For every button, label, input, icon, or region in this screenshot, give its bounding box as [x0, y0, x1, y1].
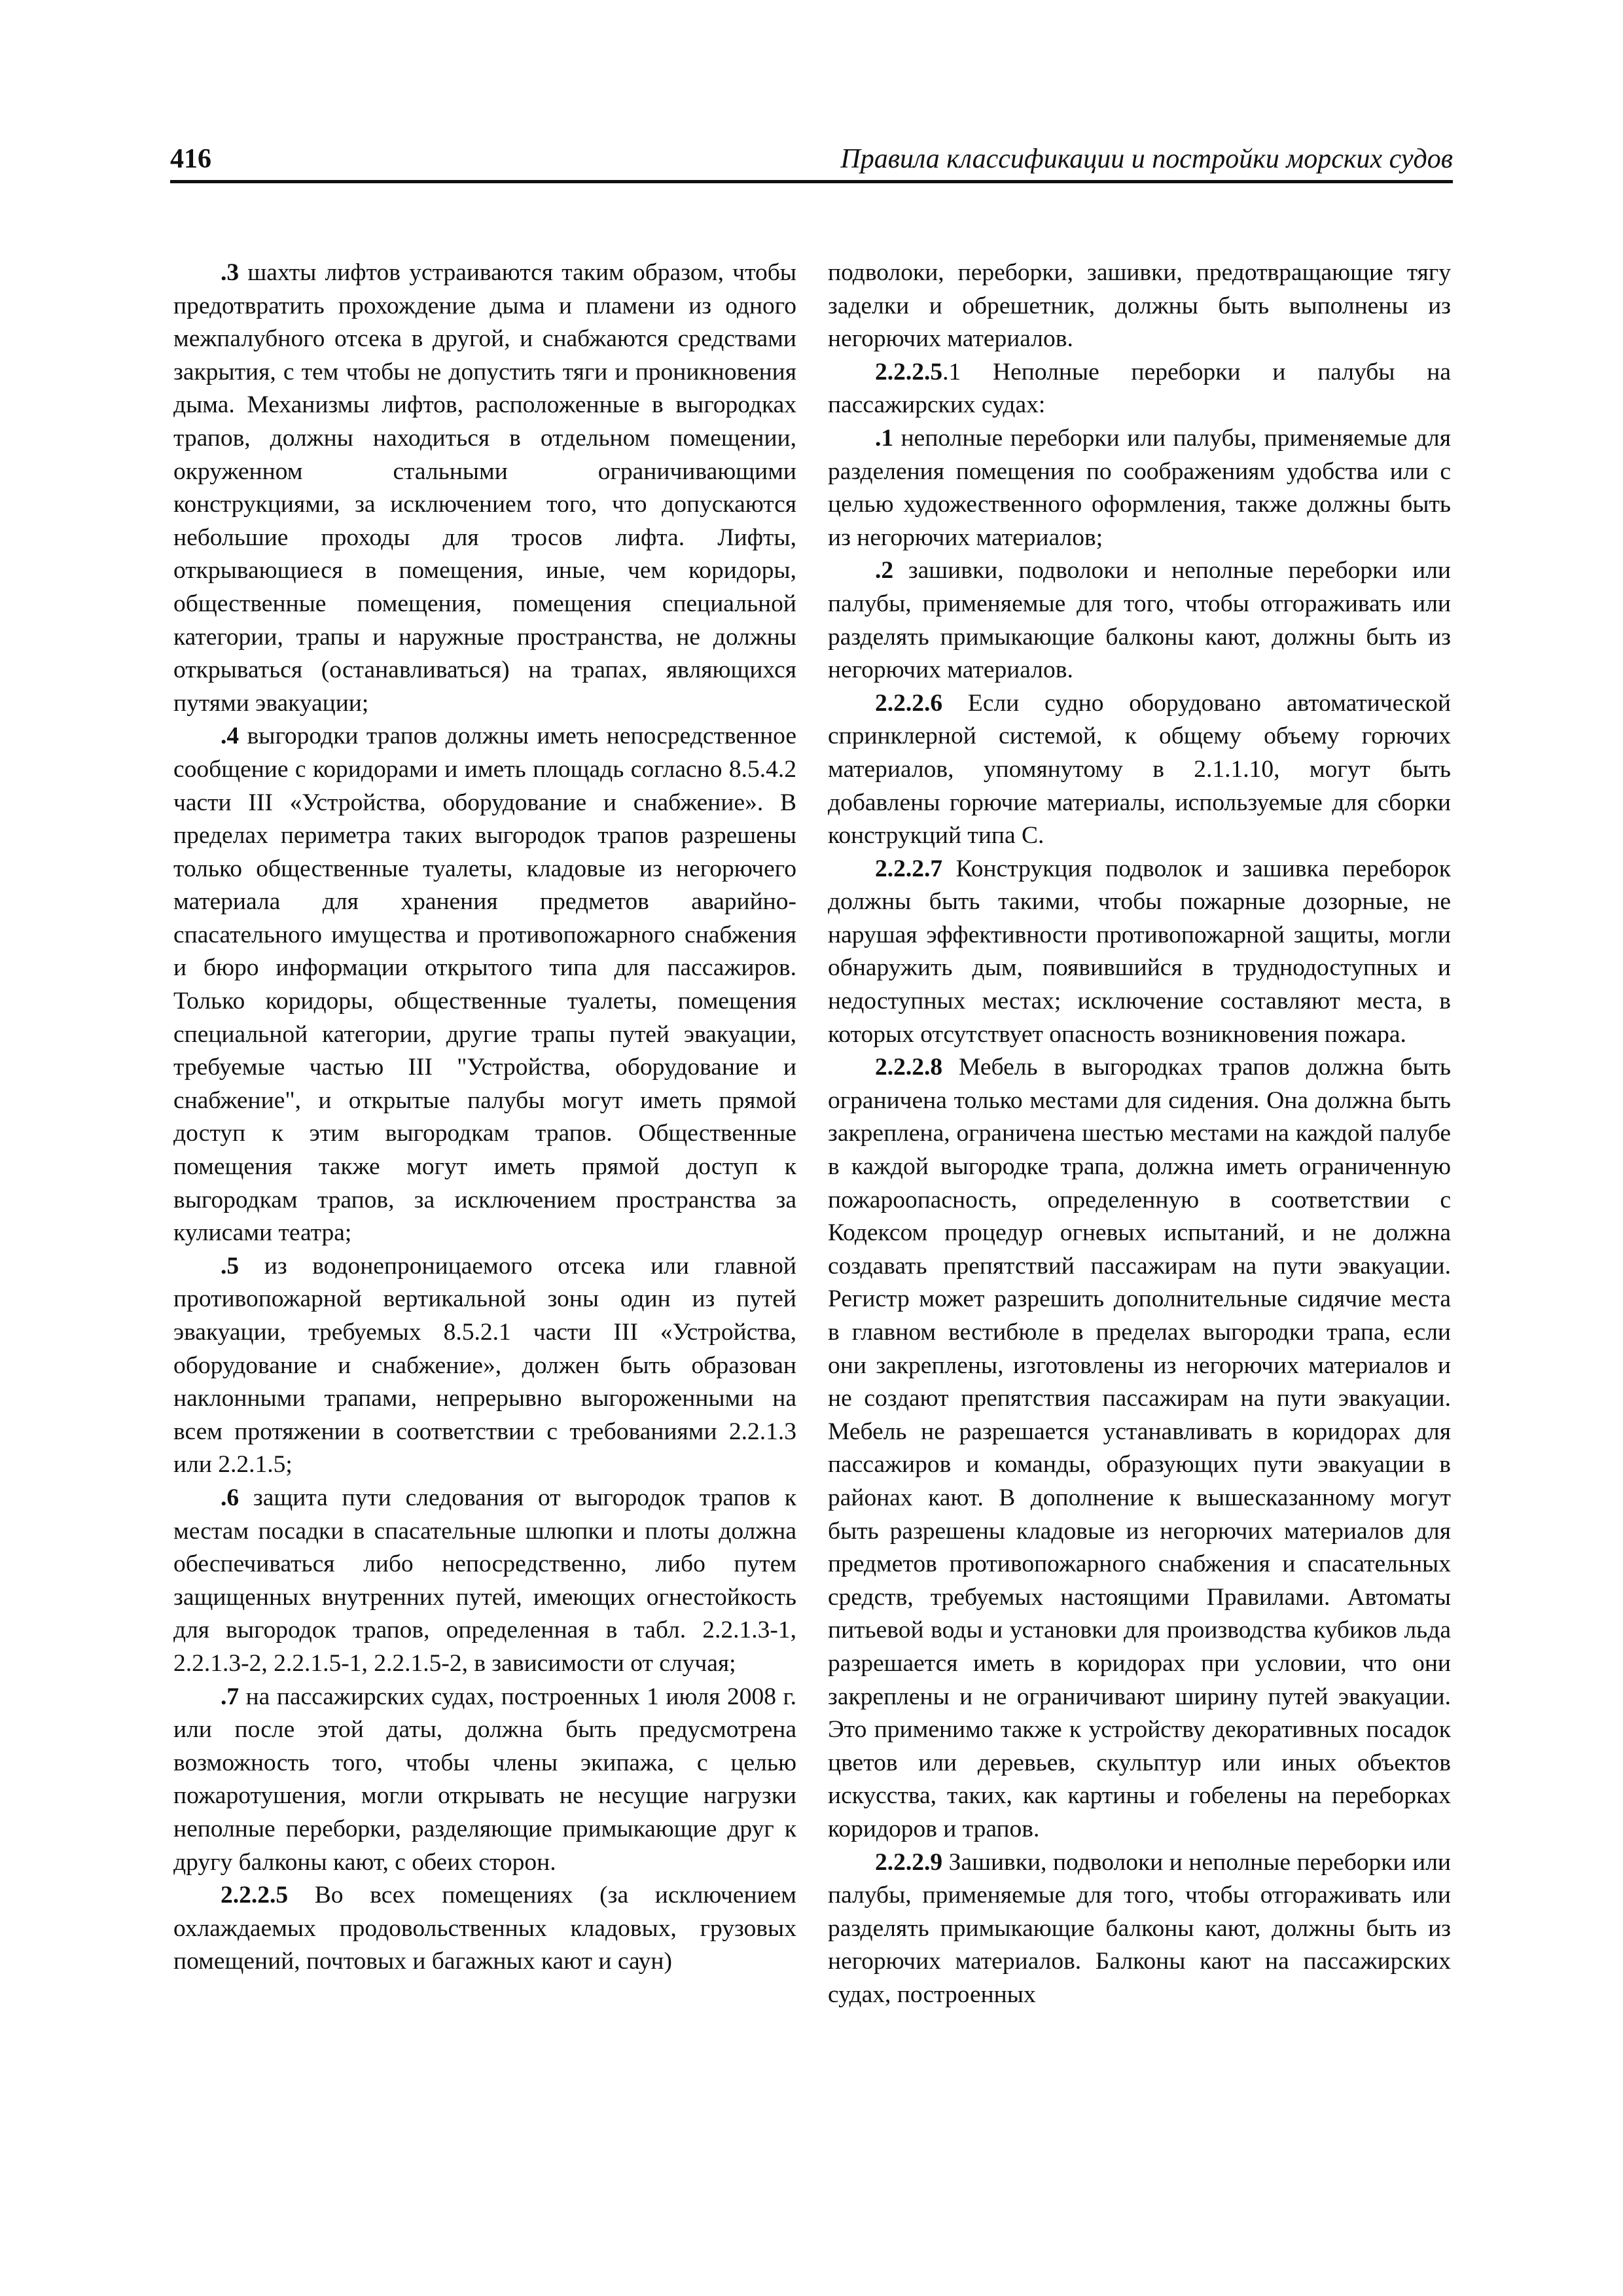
paragraph-text: Зашивки, подволоки и неполные переборки или палубы, применяемые для того, чтобы отгораживать или разделять примыкающие балконы кают, должны быть из негорючих материалов. Балконы кают на пассажирских судах, построенных	[828, 1848, 1451, 2008]
paragraph	[828, 1051, 1451, 1846]
paragraph-text: зашивки, подволоки и неполные переборки или палубы, применяемые для того, чтобы отгораживать или разделять примыкающие балконы кают, должны быть из негорючих материалов.	[828, 557, 1451, 684]
paragraph	[173, 720, 796, 1250]
section-number: 2.2.2.5	[221, 1882, 289, 1909]
paragraph-text: неполные переборки или палубы, применяемые для разделения помещения по соображениям удобства или с целью художественного оформления, также должны быть из негорючих материалов;	[828, 424, 1451, 551]
section-number: 2.2.2.8	[875, 1054, 943, 1081]
paragraph-text: .1 Неполные переборки и палубы на пассажирских судах:	[828, 358, 1451, 419]
paragraph	[828, 257, 1451, 356]
paragraph-text: Конструкция подволок и зашивка переборок должны быть такими, чтобы пожарные дозорные, не нарушая эффективности противопожарной защиты, могли обнаружить дым, появившийся в труднодоступных и недоступных местах; исключение составляют места, в которых отсутствует опасность возникновения пожара.	[828, 855, 1451, 1048]
paragraph	[828, 1846, 1451, 2012]
item-number: .2	[875, 557, 894, 584]
section-number: 2.2.2.5	[875, 358, 943, 386]
paragraph-text: Мебель в выгородках трапов должна быть ограничена только местами для сидения. Она должна быть закреплена, ограничена шестью местами на каждой палубе в каждой выгородке трапа, должна иметь ограниченную пожароопасность, определенную в соответствии с Кодексом процедур огневых испытаний, и не должна создавать препятствий пассажирам на пути эвакуации. Регистр может разрешить дополнительные сидячие места в главном вестибюле в пределах выгородки трапа, если они закреплены, изготовлены из негорючих материалов и не создают препятствия пассажирам на пути эвакуации. Мебель не разрешается устанавливать в коридорах для пассажиров и команды, образующих пути эвакуации в районах кают. В дополнение к вышесказанному могут быть разрешены кладовые из негорючих материалов для предметов противопожарного снабжения и спасательных средств, требуемых настоящими Правилами. Автоматы питьевой воды и установки для производства кубиков льда разрешается иметь в коридорах при условии, что они закреплены и не ограничивают ширину путей эвакуации. Это применимо также к устройству декоративных посадок цветов или деревьев, скульптур или иных объектов искусства, таких, как картины и гобелены на переборках коридоров и трапов.	[828, 1054, 1451, 1842]
paragraph	[173, 1482, 796, 1681]
page-number: 416	[170, 144, 211, 174]
paragraph	[173, 1879, 796, 1979]
right-column	[828, 257, 1451, 2011]
section-number: 2.2.2.7	[875, 855, 943, 882]
section-number: 2.2.2.6	[875, 689, 943, 717]
left-column	[173, 257, 796, 1979]
paragraph	[828, 356, 1451, 422]
paragraph-text: шахты лифтов устраиваются таким образом, чтобы предотвратить прохождение дыма и пламени из одного межпалубного отсека в другой, и снабжаются средствами закрытия, с тем чтобы не допустить тяги и проникновения дыма. Механизмы лифтов, расположенные в выгородках трапов, должны находиться в отдельном помещении, окруженном стальными ограничивающими конструкциями, за исключением того, что допускаются небольшие проходы для тросов лифта. Лифты, открывающиеся в помещения, иные, чем коридоры, общественные помещения, помещения специальной категории, трапы и наружные пространства, не должны открываться (останавливаться) на трапах, являющихся путями эвакуации;	[173, 259, 796, 717]
paragraph-text: Если судно оборудовано автоматической спринклерной системой, к общему объему горючих материалов, упомянутому в 2.1.1.10, могут быть добавлены горючие материалы, используемые для сборки конструкций типа С.	[828, 689, 1451, 850]
item-number: .4	[221, 723, 240, 750]
paragraph	[173, 257, 796, 720]
item-number: .3	[221, 259, 240, 286]
item-number: .7	[221, 1683, 240, 1710]
item-number: .5	[221, 1252, 240, 1280]
paragraph-text: из водонепроницаемого отсека или главной противопожарной вертикальной зоны один из путей эвакуации, требуемых 8.5.2.1 части III «Устройства, оборудование и снабжение», должен быть образован наклонными трапами, непрерывно выгороженными на всем протяжении в соответствии с требованиями 2.2.1.3 или 2.2.1.5;	[173, 1252, 796, 1479]
paragraph	[828, 687, 1451, 853]
paragraph-text: выгородки трапов должны иметь непосредственное сообщение с коридорами и иметь площадь согласно 8.5.4.2 части III «Устройства, оборудование и снабжение». В пределах периметра таких выгородок трапов разрешены только общественные туалеты, кладовые из негорючего материала для хранения предметов аварийно-спасательного имущества и противопожарного снабжения и бюро информации открытого типа для пассажиров. Только коридоры, общественные туалеты, помещения специальной категории, другие трапы путей эвакуации, требуемые частью III "Устройства, оборудование и снабжение", и открытые палубы могут иметь прямой доступ к этим выгородкам трапов. Общественные помещения также могут иметь прямой доступ к выгородкам трапов, за исключением пространства за кулисами театра;	[173, 723, 796, 1247]
page-header	[170, 134, 1453, 183]
item-number: .6	[221, 1484, 240, 1511]
paragraph	[828, 853, 1451, 1052]
paragraph	[828, 554, 1451, 687]
paragraph	[173, 1681, 796, 1880]
running-title: Правила классификации и постройки морских судов	[840, 144, 1453, 174]
paragraph	[828, 422, 1451, 554]
paragraph-text: Во всех помещениях (за исключением охлаждаемых продовольственных кладовых, грузовых помещений, почтовых и багажных кают и саун)	[173, 1882, 796, 1975]
paragraph	[173, 1250, 796, 1482]
paragraph-text: защита пути следования от выгородок трапов к местам посадки в спасательные шлюпки и плоты должна обеспечиваться либо непосредственно, либо путем защищенных внутренних путей, имеющих огнестойкость для выгородок трапов, определенная в табл. 2.2.1.3-1, 2.2.1.3-2, 2.2.1.5-1, 2.2.1.5-2, в зависимости от случая;	[173, 1484, 796, 1677]
paragraph-text: на пассажирских судах, построенных 1 июля 2008 г. или после этой даты, должна быть предусмотрена возможность того, чтобы члены экипажа, с целью пожаротушения, могли открывать не несущие нагрузки неполные переборки, разделяющие примыкающие друг к другу балконы кают, с обеих сторон.	[173, 1683, 796, 1876]
section-number: 2.2.2.9	[875, 1848, 943, 1876]
item-number: .1	[875, 424, 894, 452]
paragraph-text: подволоки, переборки, зашивки, предотвращающие тягу заделки и обрешетник, должны быть выполнены из негорючих материалов.	[828, 259, 1451, 353]
